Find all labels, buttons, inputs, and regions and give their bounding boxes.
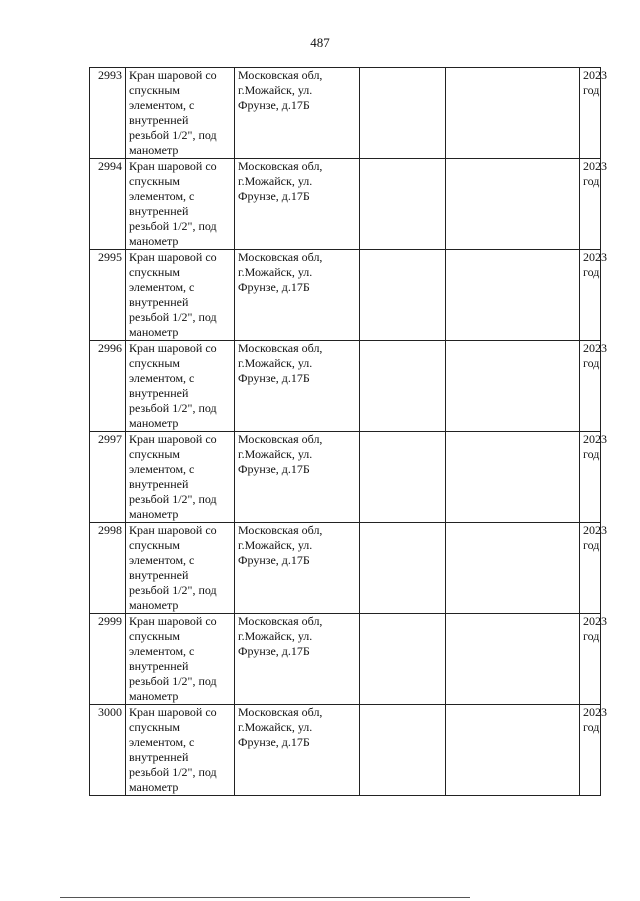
empty-cell-col4 xyxy=(360,523,446,614)
row-number-cell: 2999 xyxy=(90,614,126,705)
empty-cell-col4 xyxy=(360,705,446,796)
empty-cell-col5 xyxy=(446,432,580,523)
empty-cell-col4 xyxy=(360,341,446,432)
year-cell: 2023 год xyxy=(580,705,601,796)
row-number-cell: 2996 xyxy=(90,341,126,432)
year-cell: 2023 год xyxy=(580,341,601,432)
table-row xyxy=(90,159,601,250)
table-row xyxy=(90,614,601,705)
year-cell: 2023 год xyxy=(580,68,601,159)
table-row xyxy=(90,250,601,341)
item-name-cell: Кран шаровой со спускным элементом, с внутренней резьбой 1/2", под манометр xyxy=(126,341,235,432)
row-number-cell: 2997 xyxy=(90,432,126,523)
item-name-cell: Кран шаровой со спускным элементом, с внутренней резьбой 1/2", под манометр xyxy=(126,614,235,705)
year-cell: 2023 год xyxy=(580,432,601,523)
empty-cell-col5 xyxy=(446,159,580,250)
empty-cell-col4 xyxy=(360,614,446,705)
year-cell: 2023 год xyxy=(580,523,601,614)
year-cell: 2023 год xyxy=(580,159,601,250)
footer-rule xyxy=(60,897,470,898)
row-number-cell: 3000 xyxy=(90,705,126,796)
empty-cell-col5 xyxy=(446,68,580,159)
year-cell: 2023 год xyxy=(580,250,601,341)
address-cell: Московская обл, г.Можайск, ул. Фрунзе, д.17Б xyxy=(235,523,360,614)
item-name-cell: Кран шаровой со спускным элементом, с внутренней резьбой 1/2", под манометр xyxy=(126,523,235,614)
registry-table xyxy=(89,67,607,796)
table-row xyxy=(90,341,601,432)
row-number-cell: 2998 xyxy=(90,523,126,614)
empty-cell-col5 xyxy=(446,705,580,796)
empty-cell-col5 xyxy=(446,614,580,705)
page-number: 487 xyxy=(310,35,330,50)
empty-cell-col5 xyxy=(446,250,580,341)
address-cell: Московская обл, г.Можайск, ул. Фрунзе, д.17Б xyxy=(235,159,360,250)
row-number-cell: 2995 xyxy=(90,250,126,341)
empty-cell-col4 xyxy=(360,159,446,250)
row-number-cell: 2993 xyxy=(90,68,126,159)
address-cell: Московская обл, г.Можайск, ул. Фрунзе, д.17Б xyxy=(235,705,360,796)
year-cell: 2023 год xyxy=(580,614,601,705)
empty-cell-col4 xyxy=(360,250,446,341)
row-number-cell: 2994 xyxy=(90,159,126,250)
item-name-cell: Кран шаровой со спускным элементом, с внутренней резьбой 1/2", под манометр xyxy=(126,68,235,159)
item-name-cell: Кран шаровой со спускным элементом, с внутренней резьбой 1/2", под манометр xyxy=(126,432,235,523)
item-name-cell: Кран шаровой со спускным элементом, с внутренней резьбой 1/2", под манометр xyxy=(126,159,235,250)
address-cell: Московская обл, г.Можайск, ул. Фрунзе, д.17Б xyxy=(235,68,360,159)
empty-cell-col4 xyxy=(360,68,446,159)
address-cell: Московская обл, г.Можайск, ул. Фрунзе, д.17Б xyxy=(235,250,360,341)
item-name-cell: Кран шаровой со спускным элементом, с внутренней резьбой 1/2", под манометр xyxy=(126,705,235,796)
address-cell: Московская обл, г.Можайск, ул. Фрунзе, д.17Б xyxy=(235,432,360,523)
empty-cell-col5 xyxy=(446,341,580,432)
empty-cell-col5 xyxy=(446,523,580,614)
address-cell: Московская обл, г.Можайск, ул. Фрунзе, д.17Б xyxy=(235,614,360,705)
item-name-cell: Кран шаровой со спускным элементом, с внутренней резьбой 1/2", под манометр xyxy=(126,250,235,341)
table-row xyxy=(90,68,601,159)
table-row xyxy=(90,705,601,796)
table-row xyxy=(90,432,601,523)
address-cell: Московская обл, г.Можайск, ул. Фрунзе, д.17Б xyxy=(235,341,360,432)
table-row xyxy=(90,523,601,614)
empty-cell-col4 xyxy=(360,432,446,523)
